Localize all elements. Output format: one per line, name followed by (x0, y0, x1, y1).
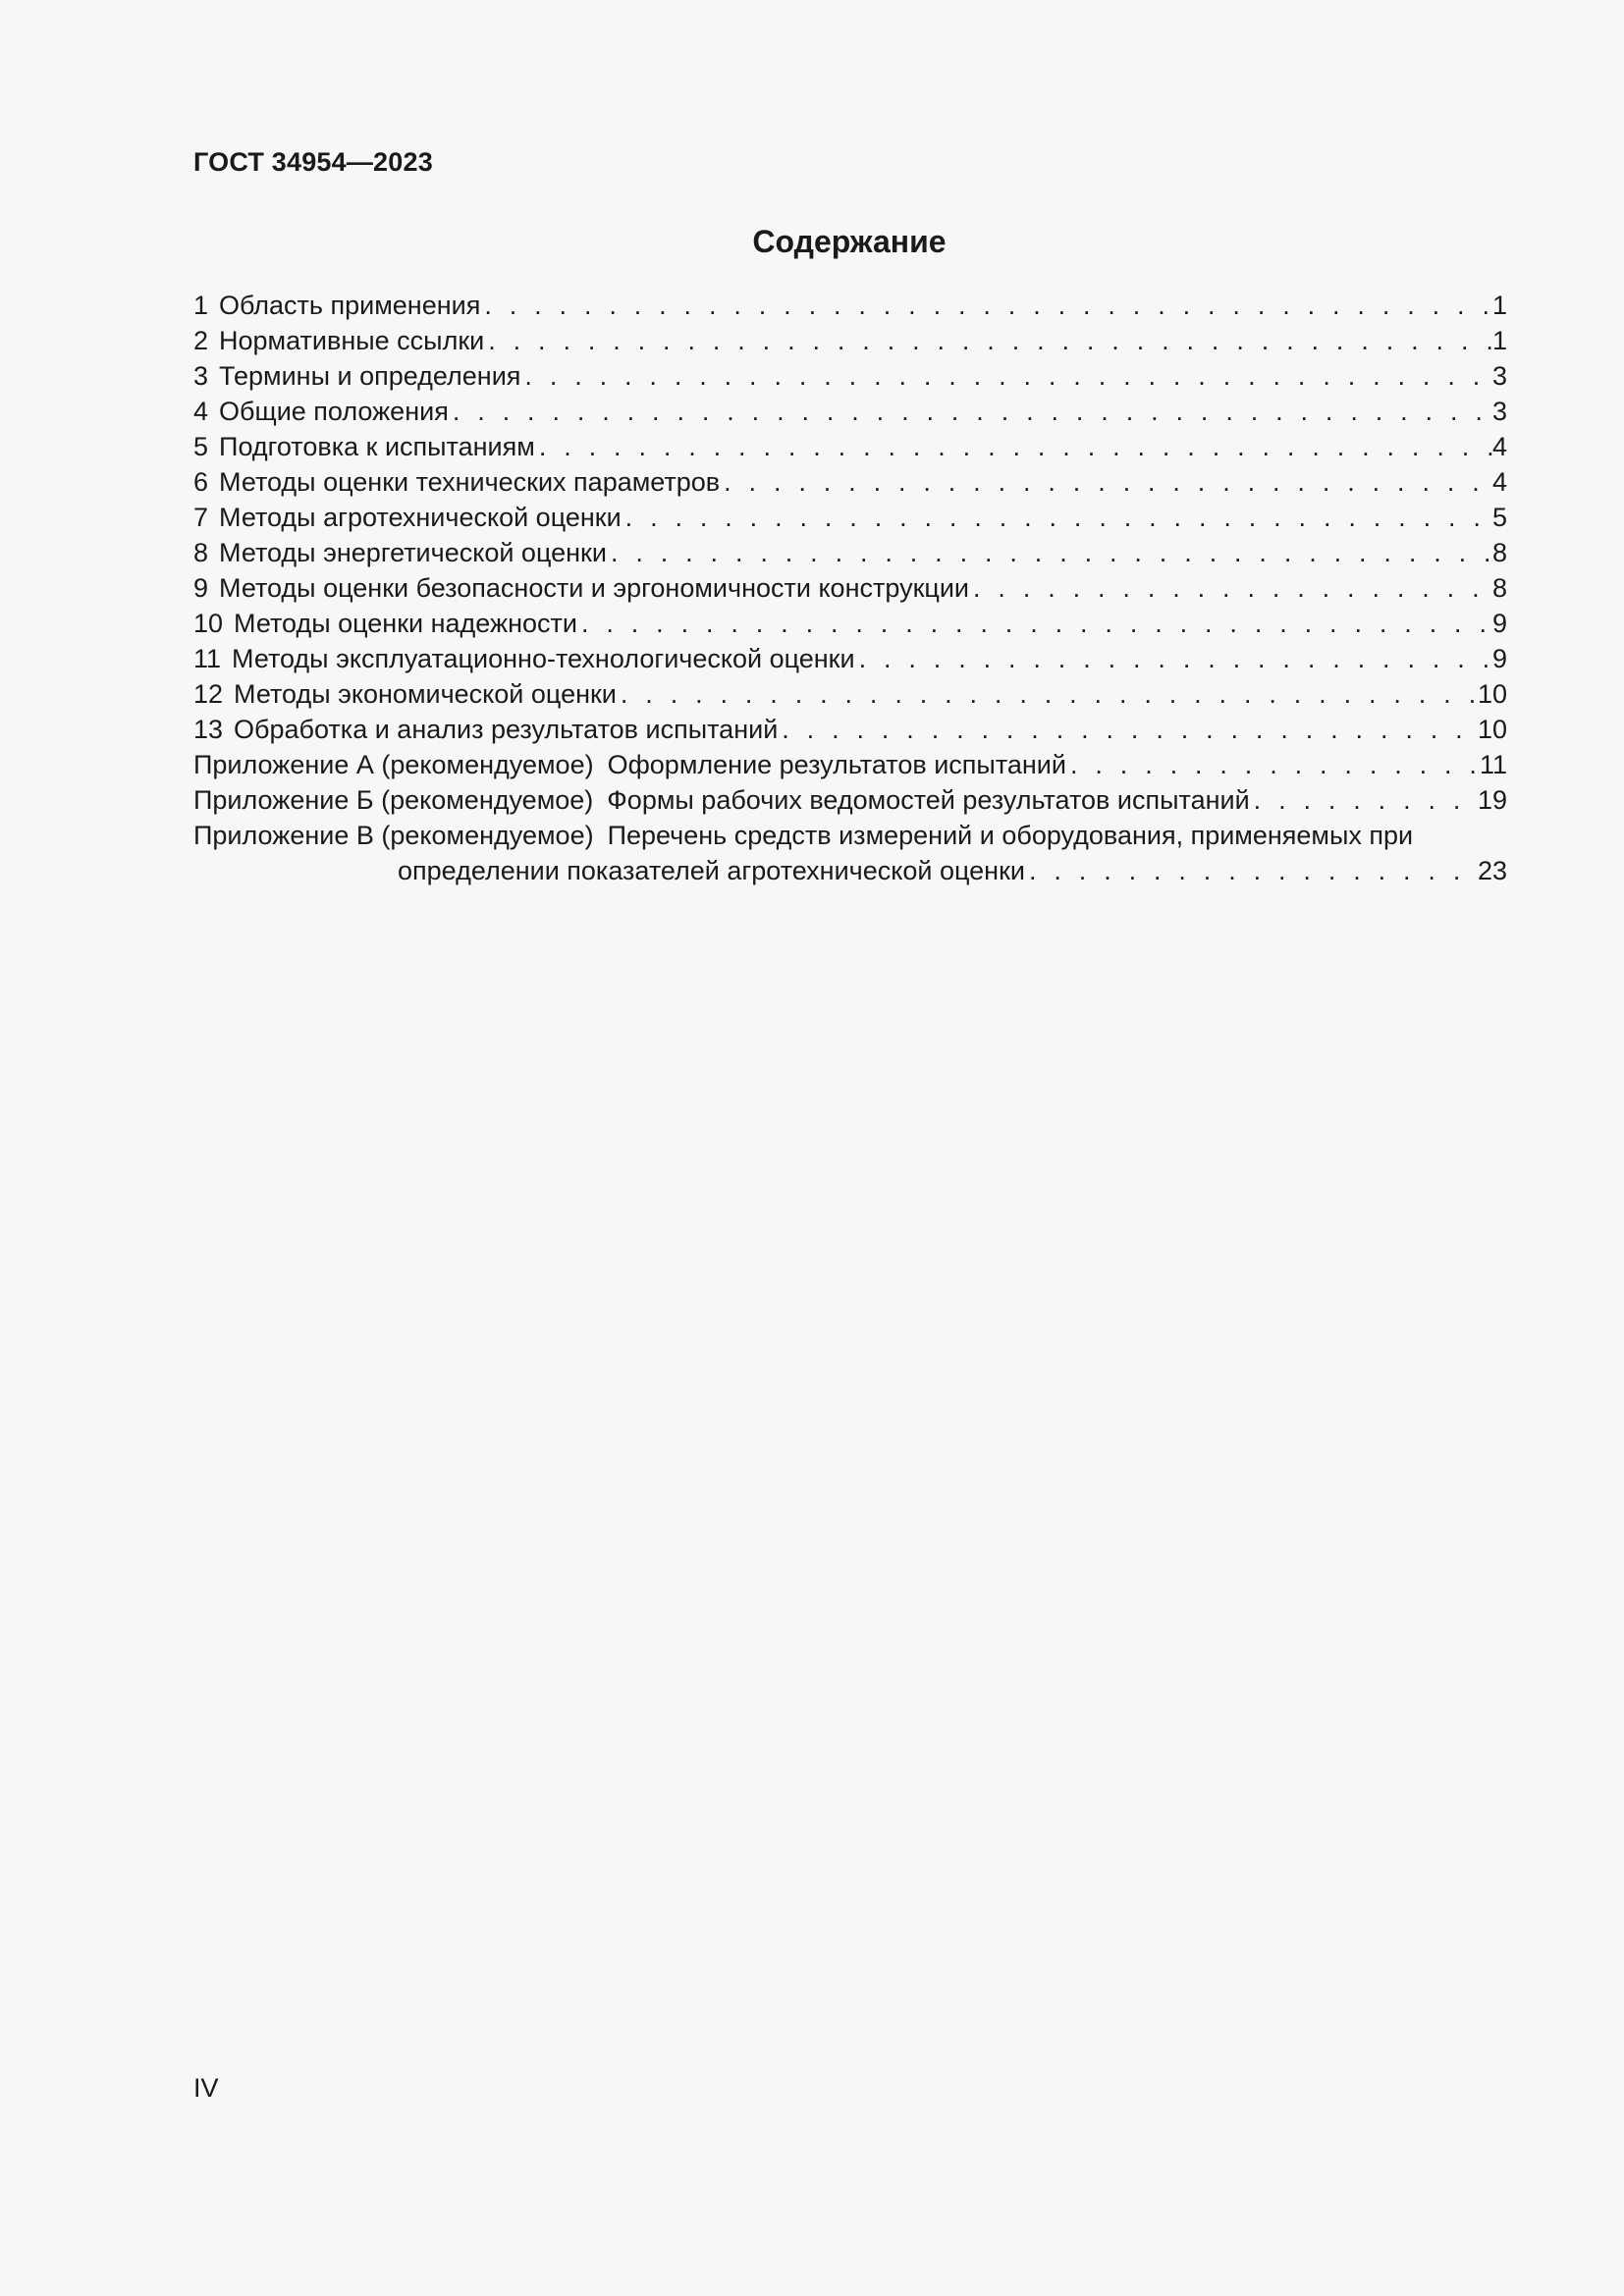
toc-leader-dots (724, 464, 1492, 500)
toc-entry[interactable] (193, 323, 1507, 358)
toc-entry[interactable] (193, 570, 1507, 606)
toc-entry-label: Методы экономической оценки (234, 679, 617, 709)
toc-entry-label-continued: определении показателей агротехнической оценки (398, 856, 1025, 885)
toc-leader-dots (453, 394, 1492, 429)
toc-entry-page: 8 (1491, 573, 1507, 603)
toc-entry-page: 3 (1491, 361, 1507, 391)
toc-leader-dots (625, 500, 1492, 535)
toc-entry-page: 9 (1491, 644, 1507, 673)
toc-entry-number: 11 (193, 644, 222, 673)
toc-entry-label: Методы энергетической оценки (219, 538, 607, 567)
toc-entry-label: Оформление результатов испытаний (607, 750, 1066, 779)
toc-leader-dots (1029, 853, 1478, 888)
toc-entry-page: 10 (1477, 715, 1507, 744)
toc-entry-label: Нормативные ссылки (219, 326, 485, 355)
page-title: Содержание (752, 224, 947, 259)
toc-entry[interactable] (193, 429, 1507, 464)
toc-entry-page: 4 (1491, 432, 1507, 461)
appendix-designation: Приложение Б (рекомендуемое) (193, 785, 594, 815)
toc-entry[interactable] (193, 676, 1507, 712)
toc-entry[interactable] (193, 288, 1507, 323)
toc-leader-dots (621, 676, 1478, 712)
toc-entry-label: Формы рабочих ведомостей результатов испытаний (607, 785, 1250, 815)
toc-entry-label: Методы оценки надежности (234, 609, 577, 638)
toc-entry-number: 8 (193, 538, 209, 567)
toc-entry-number: 10 (193, 609, 224, 638)
toc-entry-number: 3 (193, 361, 209, 391)
toc-entry-page: 5 (1491, 503, 1507, 532)
toc-leader-dots (859, 641, 1492, 676)
toc-entry-label: Методы оценки безопасности и эргономичности конструкции (219, 573, 970, 603)
toc-appendix-entry[interactable] (193, 818, 1507, 888)
toc-entry-number: 1 (193, 291, 209, 320)
toc-entry-page: 4 (1491, 467, 1507, 497)
toc-entry-number: 9 (193, 573, 209, 603)
toc-entry-page: 1 (1491, 326, 1507, 355)
appendix-designation: Приложение В (рекомендуемое) (193, 821, 594, 850)
toc-entry[interactable] (193, 358, 1507, 394)
table-of-contents (193, 288, 1507, 888)
toc-entry-number: 6 (193, 467, 209, 497)
page-number: IV (193, 2073, 219, 2103)
toc-leader-dots (782, 712, 1478, 747)
toc-leader-dots (973, 570, 1492, 606)
toc-entry-page: 19 (1477, 785, 1507, 815)
toc-entry-number: 2 (193, 326, 209, 355)
toc-entry-number: 4 (193, 397, 209, 426)
toc-leader-dots (488, 323, 1492, 358)
toc-entry[interactable] (193, 606, 1507, 641)
toc-leader-dots (484, 288, 1492, 323)
toc-entry-label: Область применения (219, 291, 481, 320)
toc-entry[interactable] (193, 464, 1507, 500)
toc-leader-dots (524, 358, 1492, 394)
toc-entry-number: 13 (193, 715, 224, 744)
toc-entry-page: 8 (1491, 538, 1507, 567)
toc-entry[interactable] (193, 712, 1507, 747)
toc-entry-page: 23 (1477, 856, 1507, 885)
toc-appendix-entry[interactable] (193, 782, 1507, 818)
toc-entry-page: 10 (1477, 679, 1507, 709)
toc-leader-dots (1070, 747, 1480, 782)
toc-leader-dots (611, 535, 1492, 570)
toc-entry-label: Общие положения (219, 397, 449, 426)
toc-entry[interactable] (193, 641, 1507, 676)
toc-entry-page: 1 (1491, 291, 1507, 320)
appendix-designation: Приложение А (рекомендуемое) (193, 750, 594, 779)
toc-entry[interactable] (193, 500, 1507, 535)
toc-entry-label: Перечень средств измерений и оборудования, применяемых при (607, 821, 1414, 850)
toc-entry-label: Методы эксплуатационно-технологической оценки (232, 644, 855, 673)
toc-entry-label: Методы оценки технических параметров (219, 467, 721, 497)
toc-entry-label: Методы агротехнической оценки (219, 503, 622, 532)
toc-entry-number: 5 (193, 432, 209, 461)
toc-leader-dots (1254, 782, 1478, 818)
toc-entry-page: 3 (1491, 397, 1507, 426)
toc-entry-page: 9 (1491, 609, 1507, 638)
toc-entry-label: Подготовка к испытаниям (219, 432, 535, 461)
toc-entry[interactable] (193, 535, 1507, 570)
toc-entry-number: 12 (193, 679, 224, 709)
toc-appendix-entry[interactable] (193, 747, 1507, 782)
toc-entry-number: 7 (193, 503, 209, 532)
toc-entry-label: Обработка и анализ результатов испытаний (234, 715, 779, 744)
toc-leader-dots (581, 606, 1492, 641)
toc-entry-label: Термины и определения (219, 361, 521, 391)
toc-entry-page: 11 (1479, 750, 1507, 779)
document-header: ГОСТ 34954—2023 (193, 147, 433, 177)
toc-leader-dots (539, 429, 1492, 464)
toc-entry[interactable] (193, 394, 1507, 429)
